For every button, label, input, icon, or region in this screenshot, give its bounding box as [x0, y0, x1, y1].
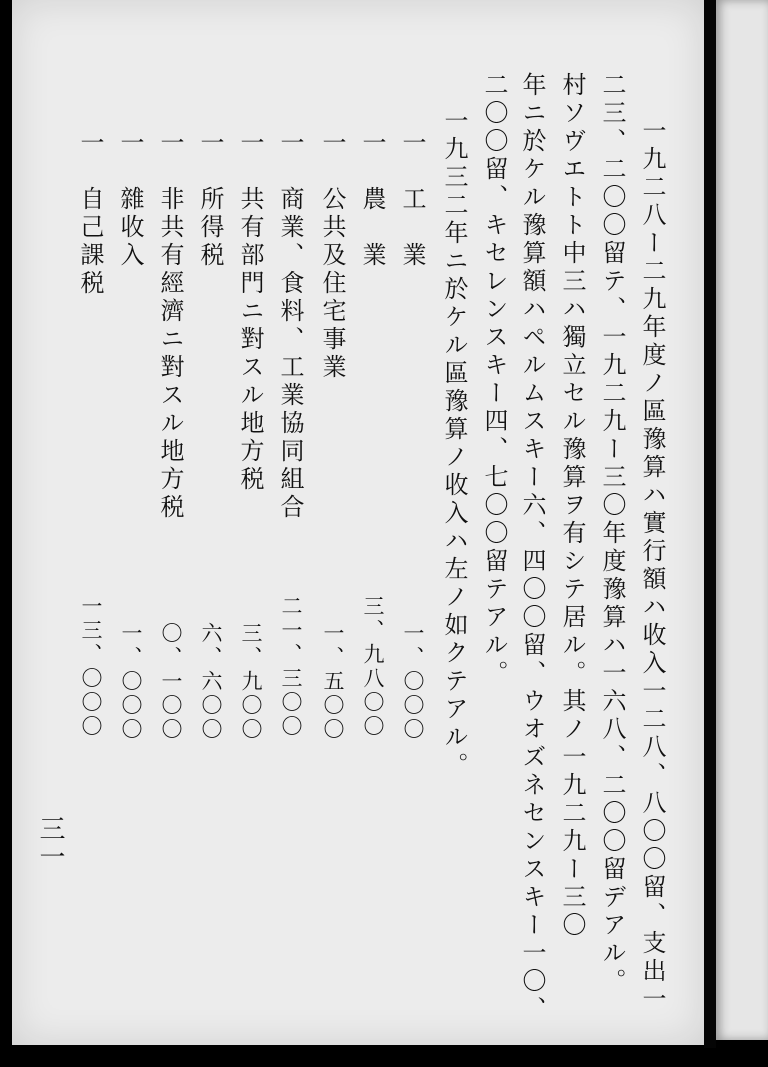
revenue-item-value: 一、五〇〇	[321, 622, 345, 742]
revenue-item-value: 三、九八〇〇	[361, 595, 385, 739]
paragraph-line-6: 一九三二年ニ於ケル區豫算ノ收入ハ左ノ如クテアル。	[440, 108, 468, 780]
binding-gutter	[704, 0, 716, 1048]
revenue-item-value: 一、〇〇〇	[119, 622, 143, 742]
revenue-item-label: 一 工 業	[398, 130, 426, 270]
document-page	[12, 0, 704, 1045]
paragraph-line-1: 一九二八ー二九年度ノ區豫算ハ實行額ハ收入一二八、八〇〇留、支出一	[638, 118, 666, 1014]
revenue-item-value: 一、〇〇〇	[401, 622, 425, 742]
page-number: 三一	[35, 815, 65, 871]
revenue-item-value: 一三、〇〇〇	[79, 595, 103, 739]
paragraph-line-4: 年ニ於ケル豫算額ハペルムスキー六、四〇〇留、ウオズネセンスキー一〇、	[518, 72, 546, 1024]
revenue-item-label: 一 公共及住宅事業	[318, 130, 346, 382]
revenue-item-label: 一 自己課税	[76, 130, 104, 298]
revenue-item-label: 一 商業、食料、工業協同組合	[276, 130, 304, 522]
revenue-item-value: 三、九〇〇	[239, 622, 263, 742]
revenue-item-label: 一 所得税	[196, 130, 224, 270]
paragraph-line-3: 村ソヴエトト中三ハ獨立セル豫算ヲ有シテ居ル。其ノ一九二九ー三〇	[558, 72, 586, 940]
paragraph-line-2: 二三、二〇〇留テ、一九二九ー三〇年度豫算ハ一六八、二〇〇留デアル。	[598, 72, 626, 996]
paragraph-line-5: 二〇〇留、キセレンスキー四、七〇〇留テアル。	[480, 72, 508, 688]
revenue-item-label: 一 非共有經濟ニ對スル地方税	[156, 130, 184, 522]
revenue-item-label: 一 共有部門ニ對スル地方税	[236, 130, 264, 494]
revenue-item-value: 六、六〇〇	[199, 622, 223, 742]
revenue-item-value: 二一、三〇〇	[279, 595, 303, 739]
revenue-item-label: 一 農 業	[358, 130, 386, 270]
adjacent-page-edge	[716, 0, 768, 1040]
revenue-item-value: 〇、一〇〇	[159, 622, 183, 742]
revenue-item-label: 一 雜收入	[116, 130, 144, 270]
